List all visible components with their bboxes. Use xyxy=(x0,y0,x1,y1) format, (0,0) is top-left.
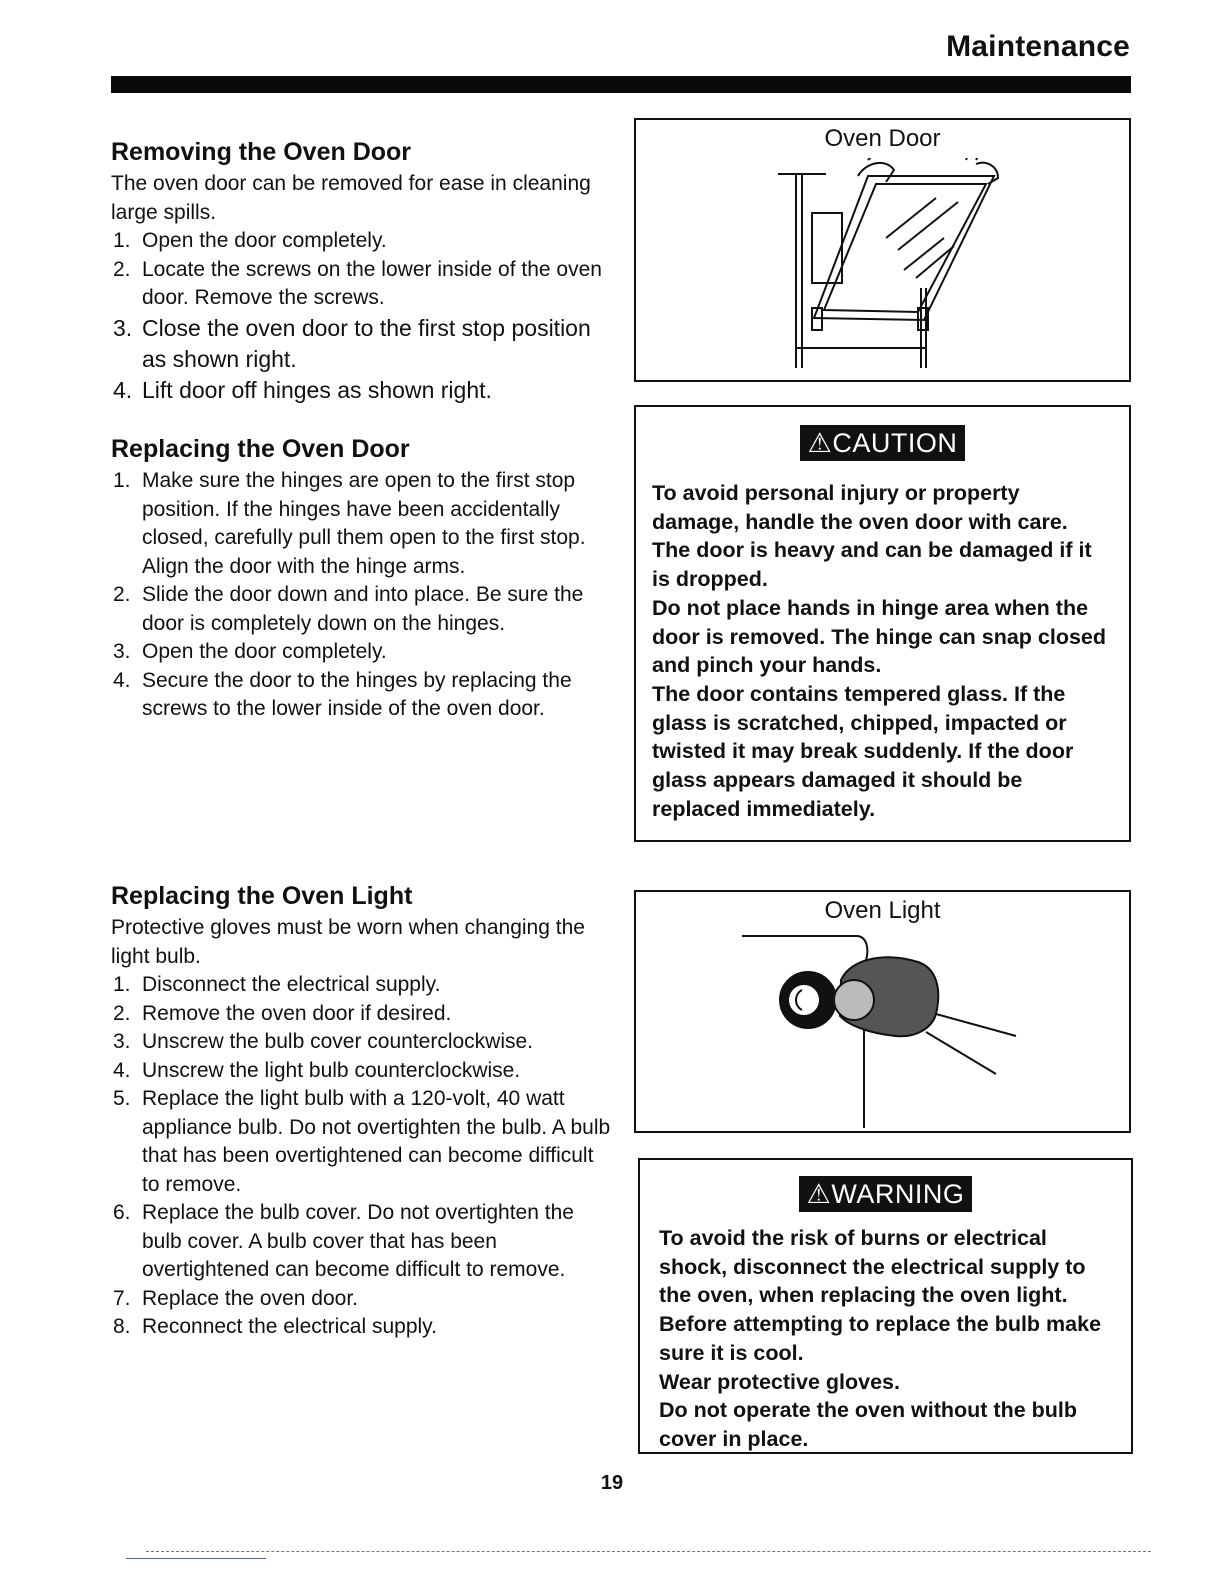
list-item: 4. Lift door off hinges as shown right. xyxy=(113,376,492,403)
list-item: 2. Locate the screws on the lower inside of the oven door. Remove the screws. xyxy=(113,257,602,309)
list-item: 5. Replace the light bulb with a 120-volt, 40 watt appliance bulb. Do not overtighten the bulb. A bulb that has been overtightened can become difficult to remove. xyxy=(113,1087,611,1196)
caution-label: ⚠CAUTION xyxy=(800,425,966,461)
replacing-light-section xyxy=(111,880,611,1342)
replacing-door-steps xyxy=(111,467,611,724)
replacing-door-section xyxy=(111,433,611,724)
replacing-light-steps xyxy=(111,971,611,1342)
list-item: 3. Close the oven door to the first stop position as shown right. xyxy=(113,314,591,372)
list-item: 4. Unscrew the light bulb counterclockwise. xyxy=(113,1058,521,1082)
warning-paragraph: Wear protective gloves. xyxy=(659,1369,900,1394)
warning-paragraph: To avoid the risk of burns or electrical shock, disconnect the electrical supply to the oven, when replacing the oven light. Before attempting to replace the bulb make sure it is cool. xyxy=(659,1226,1102,1365)
caution-box xyxy=(634,405,1131,842)
replacing-light-heading: Replacing the Oven Light xyxy=(111,882,413,910)
removing-door-heading: Removing the Oven Door xyxy=(111,138,412,166)
oven-light-illustration xyxy=(636,928,1129,1128)
list-item: 2. Remove the oven door if desired. xyxy=(113,1001,452,1025)
warning-text xyxy=(640,1212,1131,1454)
list-item: 3. Open the door completely. xyxy=(113,640,387,663)
list-item: 6. Replace the bulb cover. Do not overtighten the bulb cover. A bulb cover that has been overtightened can become difficult to remove. xyxy=(113,1201,574,1281)
list-item: 7. Replace the oven door. xyxy=(113,1286,358,1310)
page-title: Maintenance xyxy=(946,30,1130,63)
oven-door-figure-title: Oven Door xyxy=(824,125,941,152)
list-item: 3. Unscrew the bulb cover counterclockwise. xyxy=(113,1030,534,1053)
warning-triangle-icon: ⚠ xyxy=(807,428,833,458)
replacing-door-heading: Replacing the Oven Door xyxy=(111,435,410,463)
list-item: 2. Slide the door down and into place. Be sure the door is completely down on the hinges. xyxy=(113,583,584,635)
warning-box xyxy=(638,1158,1133,1454)
list-item: 8. Reconnect the electrical supply. xyxy=(113,1315,437,1338)
list-item: 4. Secure the door to the hinges by replacing the screws to the lower inside of the oven door. xyxy=(113,668,572,720)
warning-paragraph: Do not operate the oven without the bulb cover in place. xyxy=(659,1398,1078,1451)
caution-text xyxy=(636,461,1129,823)
warning-label: ⚠WARNING xyxy=(799,1176,973,1212)
list-item: 1. Disconnect the electrical supply. xyxy=(113,973,441,996)
footer-rule-accent xyxy=(126,1558,266,1559)
oven-light-figure xyxy=(634,890,1131,1133)
oven-door-figure xyxy=(634,118,1131,382)
list-item: 1. Open the door completely. xyxy=(113,229,387,252)
removing-door-intro: The oven door can be removed for ease in cleaning large spills. xyxy=(111,172,591,224)
oven-light-figure-title: Oven Light xyxy=(824,897,941,924)
removing-door-steps xyxy=(111,227,611,406)
footer-rule xyxy=(146,1551,1151,1552)
caution-paragraph: To avoid personal injury or property damage, handle the oven door with care. The door is heavy and can be damaged if it is dropped. xyxy=(652,481,1092,592)
caution-paragraph: Do not place hands in hinge area when the door is removed. The hinge can snap closed and pinch your hands. xyxy=(652,595,1106,678)
page-number: 19 xyxy=(600,1472,624,1494)
caution-paragraph: The door contains tempered glass. If the glass is scratched, chipped, impacted or twisted it may break suddenly. If the door glass appears damaged it should be replaced immediately. xyxy=(652,681,1074,821)
warning-triangle-icon: ⚠ xyxy=(806,1179,832,1209)
removing-door-section xyxy=(111,136,611,406)
replacing-light-intro: Protective gloves must be worn when changing the light bulb. xyxy=(111,916,585,968)
oven-door-illustration xyxy=(636,158,1129,378)
list-item: 1. Make sure the hinges are open to the first stop position. If the hinges have been accidentally closed, carefully pull them open to the first stop. Align the door with the hinge arms. xyxy=(113,469,586,578)
header-rule xyxy=(111,76,1131,93)
